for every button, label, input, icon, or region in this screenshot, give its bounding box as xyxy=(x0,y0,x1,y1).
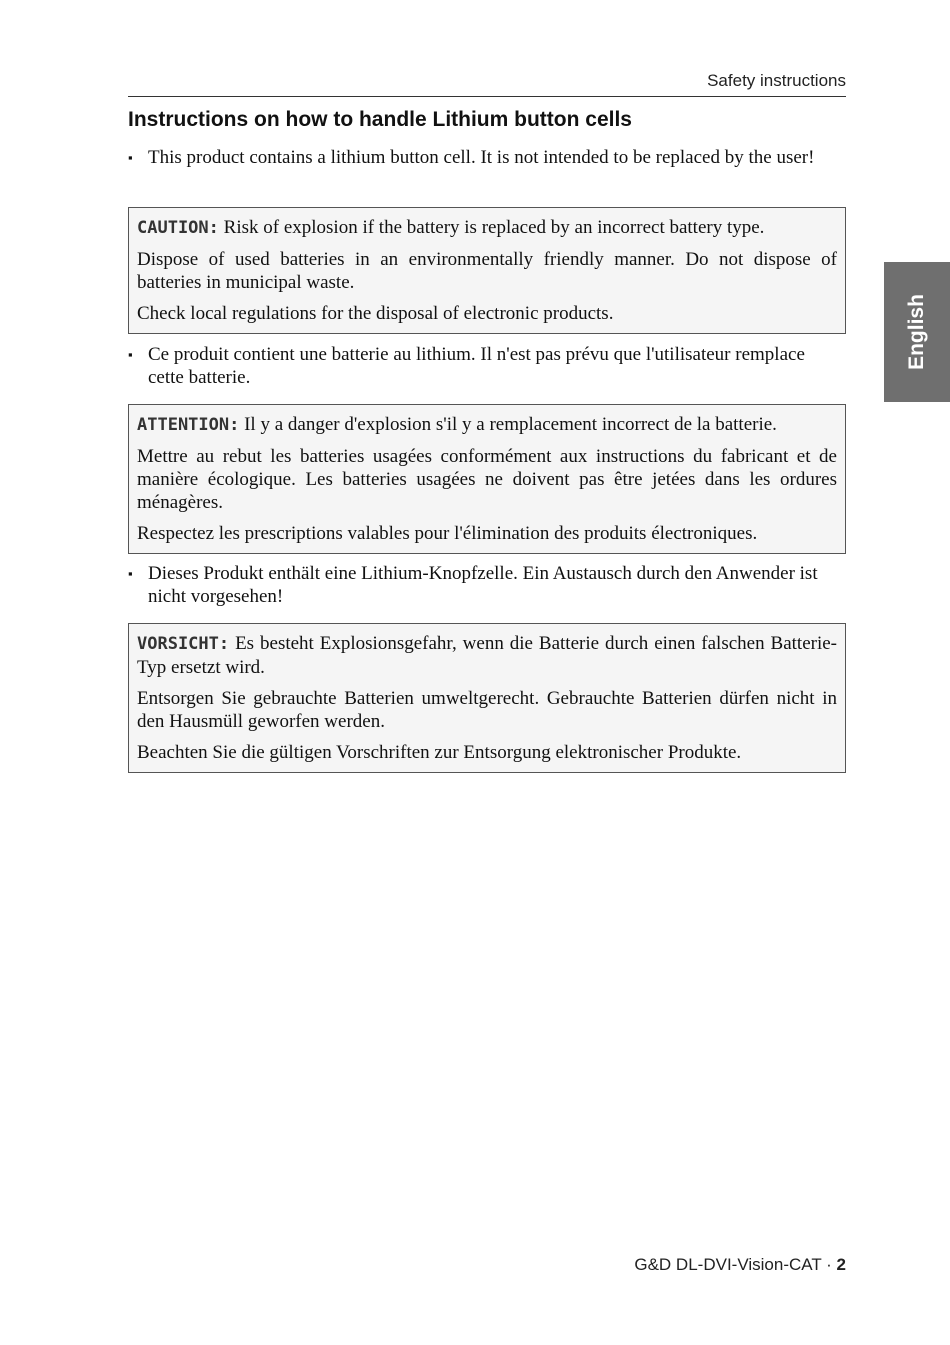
footer-product: G&D DL-DVI-Vision-CAT · xyxy=(634,1255,837,1274)
bullet-marker: ▪ xyxy=(128,347,133,362)
bullet-item-de xyxy=(128,562,818,608)
page-footer xyxy=(634,1255,846,1275)
language-tab-label: English xyxy=(905,294,928,370)
notice-warning-en xyxy=(137,216,837,240)
disposal-text-en: Dispose of used batteries in an environmentally friendly manner. Do not dispose of batteries in municipal waste. xyxy=(137,249,837,293)
bullet-marker: ▪ xyxy=(128,566,133,581)
regulations-text-en: Check local regulations for the disposal of electronic products. xyxy=(137,303,614,324)
bullet-item-en xyxy=(128,146,818,169)
notice-warning-de xyxy=(137,632,837,679)
regulations-text-de: Beachten Sie die gültigen Vorschriften zur Entsorgung elektronischer Produkte. xyxy=(137,742,742,763)
disposal-text-de: Entsorgen Sie gebrauchte Batterien umweltgerecht. Gebrauchte Batterien dürfen nicht in den Hausmüll geworfen werden. xyxy=(137,688,837,732)
page-number: 2 xyxy=(836,1255,846,1274)
vorsicht-label: VORSICHT: xyxy=(137,634,230,654)
notice-box-en xyxy=(128,207,846,334)
bullet-text-en: This product contains a lithium button cell. It is not intended to be replaced by the user! xyxy=(148,147,815,168)
bullet-text-de: Dieses Produkt enthält eine Lithium-Knopfzelle. Ein Austausch durch den Anwender ist nicht vorgesehen! xyxy=(148,563,818,607)
warning-text-en: Risk of explosion if the battery is replaced by an incorrect battery type. xyxy=(218,217,765,238)
header-rule xyxy=(128,96,846,97)
caution-label: CAUTION: xyxy=(137,218,219,238)
disposal-text-fr: Mettre au rebut les batteries usagées conformément aux instructions du fabricant et de manière écologique. Les batteries usagées ne doivent pas être jetées dans les ordures ménagères. xyxy=(137,446,837,513)
bullet-item-fr xyxy=(128,343,818,389)
section-title: Instructions on how to handle Lithium button cells xyxy=(128,108,632,131)
regulations-text-fr: Respectez les prescriptions valables pour l'élimination des produits électroniques. xyxy=(137,523,758,544)
notice-warning-fr xyxy=(137,413,837,437)
warning-text-fr: Il y a danger d'explosion s'il y a remplacement incorrect de la batterie. xyxy=(239,414,777,435)
warning-text-de: Es besteht Explosionsgefahr, wenn die Batterie durch einen falschen Batterie-Typ ersetzt wird. xyxy=(137,633,837,678)
language-tab xyxy=(884,262,950,402)
bullet-marker: ▪ xyxy=(128,150,133,165)
notice-box-de xyxy=(128,623,846,773)
notice-box-fr xyxy=(128,404,846,554)
attention-label: ATTENTION: xyxy=(137,415,240,435)
bullet-text-fr: Ce produit contient une batterie au lithium. Il n'est pas prévu que l'utilisateur remplace cette batterie. xyxy=(148,344,805,388)
running-head: Safety instructions xyxy=(707,71,846,90)
